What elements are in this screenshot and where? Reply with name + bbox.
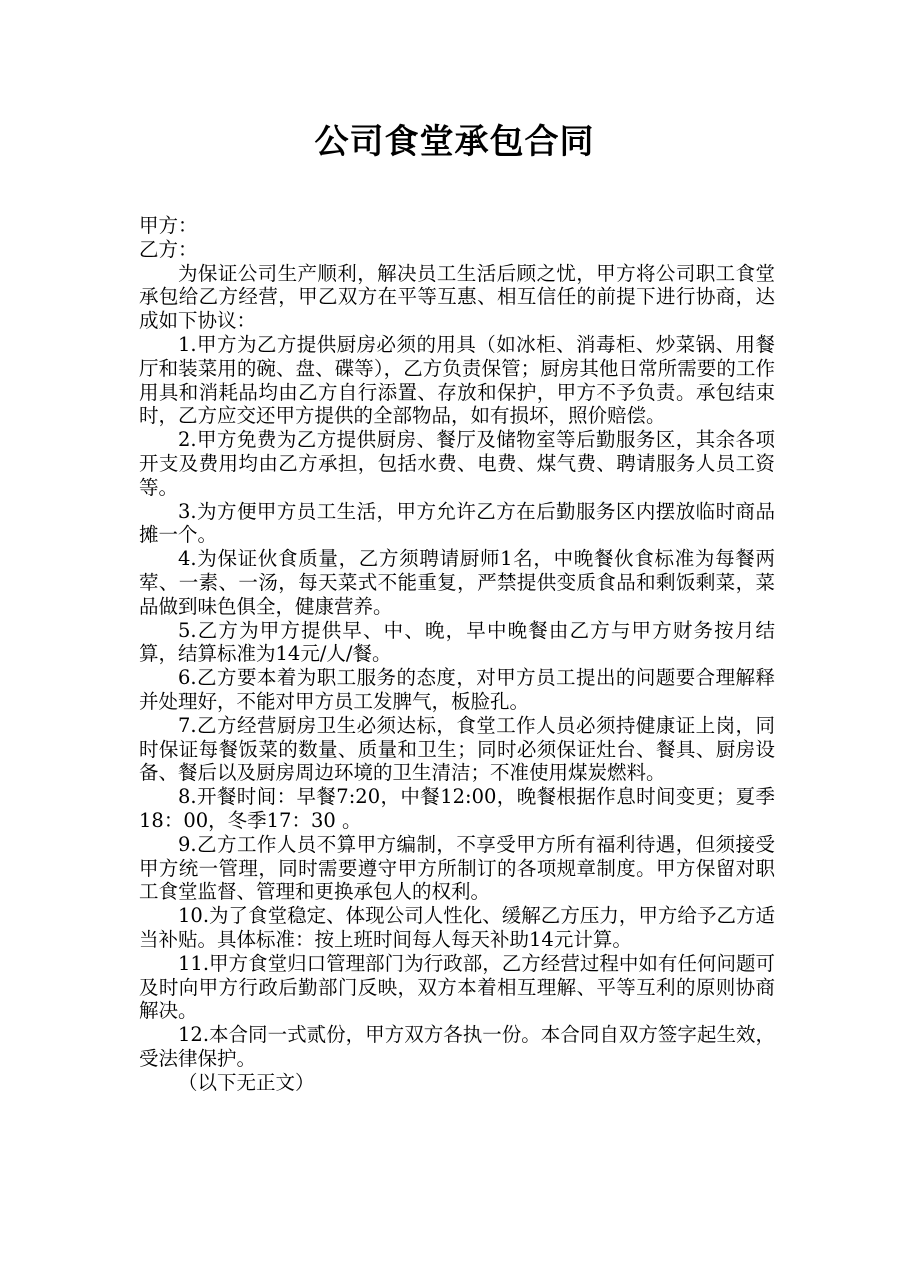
document-body: [139, 214, 775, 1094]
clause-11: 11.甲方食堂归口管理部门为行政部，乙方经营过程中如有任何问题可及时向甲方行政后勤部门反映，双方本着相互理解、平等互利的原则协商解决。: [139, 951, 775, 1023]
clause-2: 2.甲方免费为乙方提供厨房、餐厅及储物室等后勤服务区，其余各项开支及费用均由乙方承担，包括水费、电费、煤气费、聘请服务人员工资等。: [139, 428, 775, 499]
intro-paragraph: 为保证公司生产顺利，解决员工生活后顾之忧，甲方将公司职工食堂承包给乙方经营，甲乙双方在平等互惠、相互信任的前提下进行协商，达成如下协议：: [139, 261, 775, 333]
end-of-text-note: （以下无正文）: [178, 1070, 315, 1094]
clause-5: 5.乙方为甲方提供早、中、晚，早中晚餐由乙方与甲方财务按月结算，结算标准为14元/人/餐。: [139, 618, 775, 666]
clause-6: 6.乙方要本着为职工服务的态度，对甲方员工提出的问题要合理解释并处理好，不能对甲方员工发脾气，板脸孔。: [139, 666, 775, 713]
clause-8: 8.开餐时间：早餐7:20，中餐12:00，晚餐根据作息时间变更；夏季18：00，冬季17：30 。: [139, 785, 775, 832]
clause-3: 3.为方便甲方员工生活，甲方允许乙方在后勤服务区内摆放临时商品摊一个。: [139, 499, 775, 547]
document-title: 公司食堂承包合同: [314, 122, 595, 162]
clause-10: 10.为了食堂稳定、体现公司人性化、缓解乙方压力，甲方给予乙方适当补贴。具体标准：按上班时间每人每天补助14元计算。: [139, 904, 775, 951]
party-b-line: 乙方：: [139, 237, 198, 261]
party-a-line: 甲方：: [139, 214, 198, 237]
clause-4: 4.为保证伙食质量，乙方须聘请厨师1名，中晚餐伙食标准为每餐两荤、一素、一汤，每天菜式不能重复，严禁提供变质食品和剩饭剩菜，菜品做到味色俱全，健康营养。: [139, 547, 775, 618]
clause-7: 7.乙方经营厨房卫生必须达标，食堂工作人员必须持健康证上岗，同时保证每餐饭菜的数量、质量和卫生；同时必须保证灶台、餐具、厨房设备、餐后以及厨房周边环境的卫生清洁；不准使用煤炭燃料。: [139, 713, 775, 785]
clause-1: 1.甲方为乙方提供厨房必须的用具（如冰柜、消毒柜、炒菜锅、用餐厅和装菜用的碗、盘、碟等），乙方负责保管；厨房其他日常所需要的工作用具和消耗品均由乙方自行添置、存放和保护，甲方不予负责。承包结束时，乙方应交还甲方提供的全部物品，如有损坏，照价赔偿。: [139, 332, 775, 428]
clause-12: 12.本合同一式贰份，甲方双方各执一份。本合同自双方签字起生效，受法律保护。: [139, 1023, 775, 1070]
clause-9: 9.乙方工作人员不算甲方编制，不享受甲方所有福利待遇，但须接受甲方统一管理，同时需要遵守甲方所制订的各项规章制度。甲方保留对职工食堂监督、管理和更换承包人的权利。: [139, 832, 775, 904]
